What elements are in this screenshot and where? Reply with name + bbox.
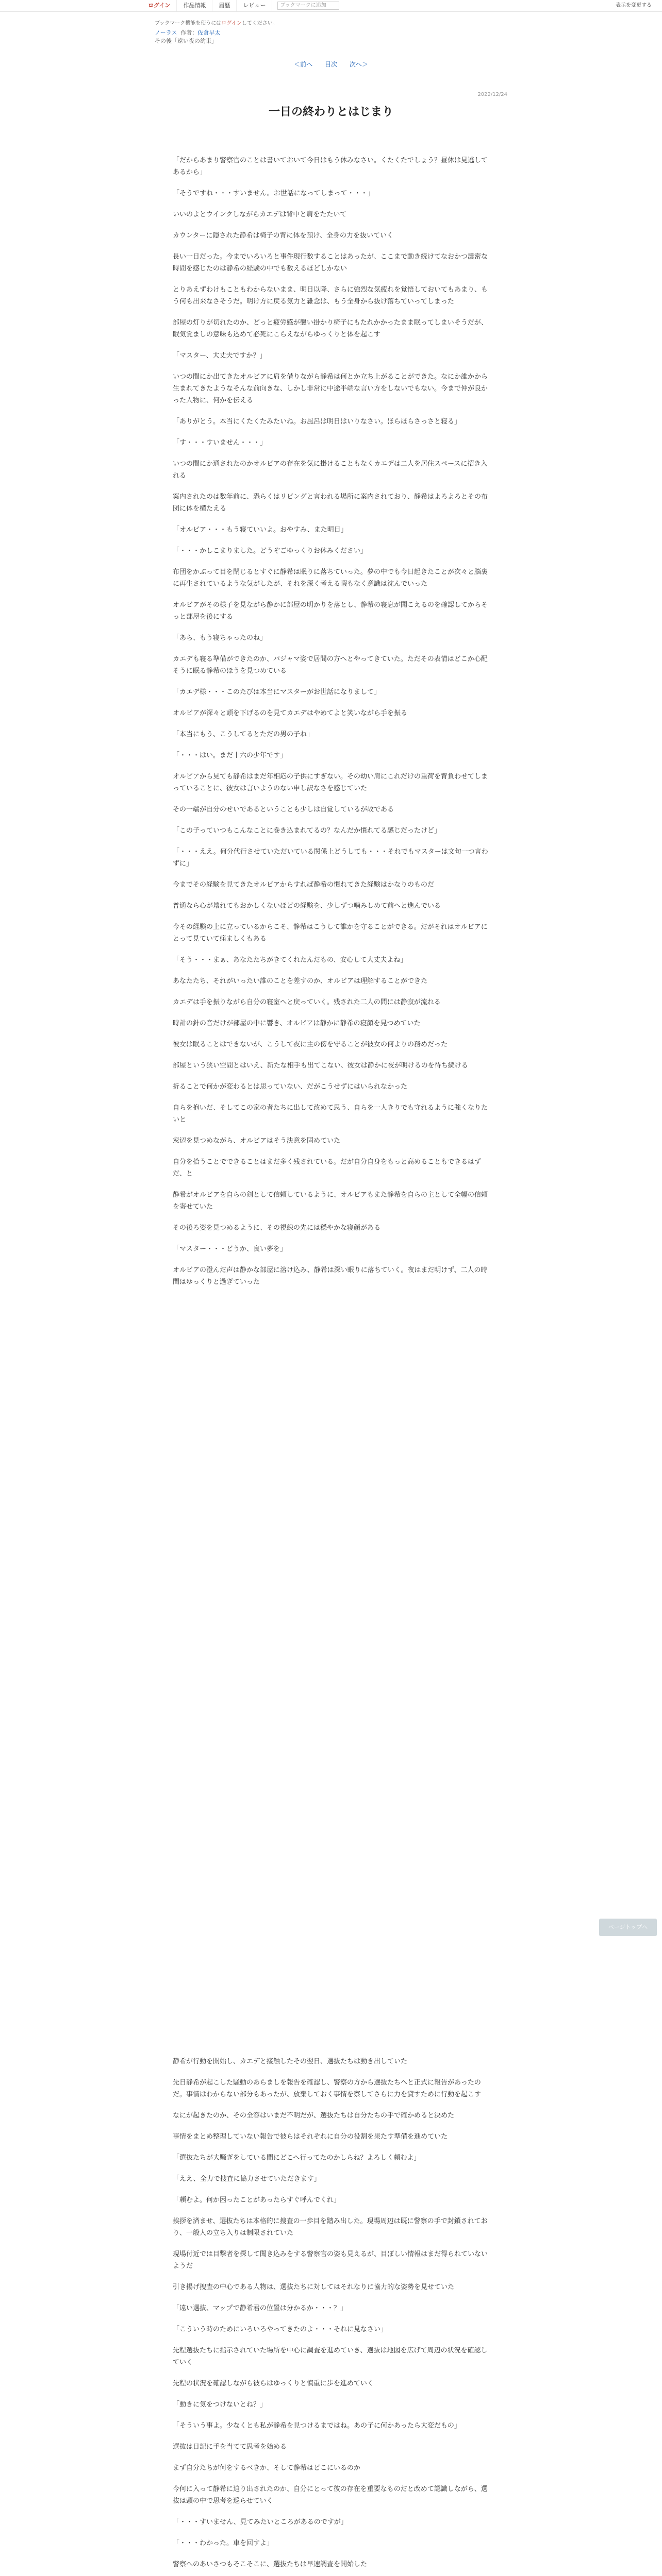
paragraph: カウンターに隠された静希は椅子の背に体を預け、全身の力を抜いていく xyxy=(173,232,393,240)
paragraph: 案内されたのは数年前に、恐らくはリビングと言われる場所に案内されており、静希はよろよろとその布団に体を横たえる xyxy=(173,493,488,513)
paragraph: 「この子っていつもこんなことに巻き込まれてるの？なんだか慣れてる感じだったけど」 xyxy=(173,827,441,835)
paragraph: 「遠い選抜、マップで静希君の位置は分かるか・・・？」 xyxy=(173,2304,347,2312)
prev-page-link[interactable]: ＜前へ xyxy=(294,61,313,68)
paragraph: 「そういう事よ。少なくとも私が静希を見つけるまではね。あの子に何かあったら大変だもの」 xyxy=(173,2422,461,2430)
paragraph: 「オルビア・・・もう寝ていいよ。おやすみ、また明日」 xyxy=(173,526,347,534)
paragraph: その後ろ姿を見つめるように、その視線の先には穏やかな寝顔がある xyxy=(173,1224,381,1232)
paragraph: 彼女は眠ることはできないが、こうして夜に主の傍を守ることが彼女の何よりの務めだった xyxy=(173,1041,448,1048)
paragraph: 「マスター・・・どうか、良い夢を」 xyxy=(173,1245,287,1253)
paragraph: あなたたち、それがいったい誰のことを差すのか、オルビアは理解することができた xyxy=(173,977,428,985)
notice-suffix: してください。 xyxy=(241,21,278,26)
paragraph: 「そうですね・・・すいません。お世話になってしまって・・・」 xyxy=(173,190,374,197)
paragraph: 静希が行動を開始し、カエデと接触したその翌日、選抜たちは動き出していた xyxy=(173,2058,408,2065)
paragraph: 挨拶を済ませ、選抜たちは本格的に捜査の一歩目を踏み出した。現場周辺は既に警察の手で封鎖されており、一般人の立ち入りは制限されていた xyxy=(173,2217,488,2237)
paragraph: 長い一日だった。今までいろいろと事件現行数することはあったが、ここまで動き続けてなおかつ濃密な時間を感じたのは静希の経験の中でも数えるほどしかない xyxy=(173,253,488,273)
paragraph: 「・・・すいません、見てみたいところがあるのですが」 xyxy=(173,2518,347,2526)
paragraph: 今何に入って静希に迫り出されたのか、自分にとって彼の存在を重要なものだと改めて認識しながら、選抜は頭の中で思考を巡らせていく xyxy=(173,2485,488,2505)
paragraph: 「本当にもう、こうしてるとただの男の子ね」 xyxy=(173,731,314,738)
paragraph: 「カエデ様・・・このたびは本当にマスターがお世話になりまして」 xyxy=(173,688,381,696)
paragraph: 現場付近では目撃者を探して聞き込みをする警察官の姿も見えるが、目ぼしい情報はまだ得られていないようだ xyxy=(173,2250,488,2270)
paragraph: いつの間にか通されたのかオルビアの存在を気に掛けることもなくカエデは二人を居住スペースに招き入れる xyxy=(173,460,488,480)
paragraph: なにが起きたのか、その全容はいまだ不明だが、選抜たちは自分たちの手で確かめると決めた xyxy=(173,2112,455,2120)
paragraph: オルビアから見ても静希はまだ年相応の子供にすぎない。その幼い肩にこれだけの重荷を背負わせてしまっていることに、彼女は言いようのない申し訳なさを感じていた xyxy=(173,773,488,792)
paragraph: 「ありがとう。本当にくたくたみたいね。お風呂は明日はいりなさい。ほらほらさっさと寝る」 xyxy=(173,418,461,426)
chapter-body-part-1 xyxy=(173,155,489,1297)
toc-link[interactable]: 目次 xyxy=(324,61,337,68)
series-title-link[interactable]: ノーラス xyxy=(155,29,177,36)
post-date: 2022/12/24 xyxy=(477,92,507,97)
bookmark-notice xyxy=(155,19,507,26)
chapter-title: 一日の終わりとはじまり xyxy=(268,106,393,118)
author-label: 作者： xyxy=(180,29,198,36)
paragraph: 「ええ、全力で捜査に協力させていただきます」 xyxy=(173,2175,321,2183)
paragraph: 今までその経験を見てきたオルビアからすれば静希の慣れてきた経験はかなりのものだ xyxy=(173,881,435,889)
notice-prefix: ブックマーク機能を使うには xyxy=(155,21,222,26)
next-page-link[interactable]: 次へ＞ xyxy=(349,61,368,68)
paragraph: まず自分たちが何をするべきか、そして静希はどこにいるのか xyxy=(173,2464,361,2472)
paragraph: 「す・・・すいません・・・」 xyxy=(173,439,267,447)
paragraph: カエデも寝る準備ができたのか、パジャマ姿で居間の方へとやってきていた。ただその表情はどこか心配そうに眠る静希のほうを見つめている xyxy=(173,655,488,675)
paragraph: 「・・・わかった。車を回すよ」 xyxy=(173,2539,274,2547)
paragraph: 事情をまとめ整理していない報告で彼らはそれぞれに自分の役割を果たす準備を進めていた xyxy=(173,2133,448,2141)
login-link[interactable]: ログイン xyxy=(0,0,177,11)
paragraph: 今その経験の上に立っているからこそ、静希はこうして誰かを守ることができる。だがそれはオルビアにとって見ていて痛ましくもある xyxy=(173,923,488,943)
paragraph: 「だからあまり警察官のことは書いておいて今日はもう休みなさい。くたくたでしょう？昼休は見逃してあるから」 xyxy=(173,157,488,176)
paragraph: 「選抜たちが大騒ぎをしている間にどこへ行ってたのかしらね？よろしく頼むよ」 xyxy=(173,2154,421,2162)
paragraph: 「・・・かしこまりました。どうぞごゆっくりお休みください」 xyxy=(173,547,367,555)
nav-bar xyxy=(0,0,339,11)
paragraph: 自分を拾うことでできることはまだ多く残されている。だが自分自身をもっと高めることもできるはずだ、と xyxy=(173,1158,482,1178)
paragraph: 警察へのあいさつもそこそこに、選抜たちは早速調査を開始した xyxy=(173,2561,368,2568)
paragraph: 部屋という狭い空間とはいえ、新たな相手も出てこない、彼女は静かに夜が明けるのを待ち続ける xyxy=(173,1062,468,1070)
paragraph: 「マスター、大丈夫ですか？」 xyxy=(173,352,267,360)
bookmark-add-button[interactable]: ブックマークに追加 xyxy=(277,2,339,10)
paragraph: 「頼むよ。何か困ったことがあったらすぐ呼んでくれ」 xyxy=(173,2196,340,2204)
paragraph: 静希がオルビアを自らの剣として信頼しているように、オルビアもまた静希を自らの主として全幅の信頼を寄せていた xyxy=(173,1191,488,1211)
paragraph: オルビアの澄んだ声は静かな部屋に溶け込み、静希は深い眠りに落ちていく。夜はまだ明けず、二人の時間はゆっくりと過ぎていった xyxy=(173,1266,488,1286)
paragraph: 普通なら心が壊れてもおかしくないほどの経験を、少しずつ噛みしめて前へと進んでいる xyxy=(173,902,441,910)
notice-login-link[interactable]: ログイン xyxy=(221,21,242,26)
paragraph: 「・・・はい。まだ十六の少年です」 xyxy=(173,752,287,759)
paragraph: 先日静希が起こした騒動のあらましを報告を確認し、警察の方から選抜たちへと正式に報告があったのだ。事情はわからない部分もあったが、放棄しておく事情を察してさらに力を貸すために行動を起こす xyxy=(173,2079,481,2098)
paragraph: 「あら、もう寝ちゃったのね」 xyxy=(173,634,267,642)
paragraph: とりあえずわけもこともわからないまま、明日以降、さらに強烈な気疲れを覚悟しておいてもあまり、もう何も出来なさそうだ。明け方に戻る気力と雑念は、もう全身から抜け落ちていってしまった xyxy=(173,286,488,306)
paragraph: 布団をかぶって目を閉じるとすぐに静希は眠りに落ちていった。夢の中でも今日起きたことが次々と脳裏に再生されているような気がしたが、それを深く考える暇もなく意識は沈んでいった xyxy=(173,568,488,588)
breadcrumb xyxy=(155,29,507,45)
paragraph: オルビアが深々と頭を下げるのを見てカエデはやめてよと笑いながら手を振る xyxy=(173,709,408,717)
paragraph: 先程選抜たちに指示されていた場所を中心に調査を進めていき、選抜は地図を広げて周辺の状況を確認していく xyxy=(173,2347,488,2366)
paragraph: 「そう・・・まぁ、あなたたちがきてくれたんだもの、安心して大丈夫よね」 xyxy=(173,956,407,964)
page-top-button[interactable]: ページトップへ xyxy=(599,1919,657,1936)
nav-item-work-info[interactable]: 作品情報 xyxy=(177,0,212,11)
paragraph: いいのよとウインクしながらカエデは背中と肩をたたいて xyxy=(173,211,347,218)
paragraph: 引き揚げ捜査の中心である人物は、選抜たちに対してはそれなりに協力的な姿勢を見せていた xyxy=(173,2283,455,2291)
chapter-group: その後「遠い夜の約束」 xyxy=(155,38,217,44)
paragraph: カエデは手を振りながら自分の寝室へと戻っていく。残された二人の間には静寂が流れる xyxy=(173,998,441,1006)
chapter-body-part-2 xyxy=(173,2056,489,2576)
nav-item-history[interactable]: 履歴 xyxy=(212,0,237,11)
paragraph: いつの間にか出てきたオルビアに肩を借りながら静希は何とか立ち上がることができた。なにか誰かから生まれてきたようなそんな前向きな、しかし非常に中途半端な言い方をしないでもない。今まで仲が良かった人物に、何かを伝える xyxy=(173,373,488,404)
paragraph: 先程の状況を確認しながら彼らはゆっくりと慎重に歩を進めていく xyxy=(173,2380,374,2387)
paragraph: 「・・・ええ。何分代行させていただいている関係上どうしても・・・それでもマスターは文句一つ言わずに」 xyxy=(173,848,488,868)
paragraph: その一端が自分のせいであるということも少しは自覚しているが故である xyxy=(173,806,394,814)
paragraph: 「こういう時のためにいろいろやってきたのよ・・・それに見なさい」 xyxy=(173,2326,388,2333)
display-settings-link[interactable]: 表示を変更する xyxy=(616,3,652,8)
top-navigation xyxy=(0,0,662,12)
author-link[interactable]: 佐倉早太 xyxy=(197,29,221,36)
paragraph: 自らを抱いだ、そしてこの家の者たちに出して改めて思う、自らを一人きりでも守れるように強くなりたいと xyxy=(173,1104,488,1124)
paragraph: 窓辺を見つめながら、オルビアはそう決意を固めていた xyxy=(173,1137,341,1145)
paragraph: 部屋の灯りが切れたのか、どっと疲労感が襲い掛かり椅子にもたれかかったまま眠ってしまいそうだが、眠気覚ましの意味も込めて必死にこらえながらゆっくりと体を起こす xyxy=(173,319,488,338)
paragraph: 時計の針の音だけが部屋の中に響き、オルビアは静かに静希の寝顔を見つめていた xyxy=(173,1020,421,1027)
pager-top xyxy=(0,60,662,69)
paragraph: 選抜は日記に手を当てて思考を始める xyxy=(173,2443,287,2451)
nav-item-review[interactable]: レビュー xyxy=(237,0,272,11)
paragraph: オルビアがその様子を見ながら静かに部屋の明かりを落とし、静希の寝息が聞こえるのを確認してからそっと部屋を後にする xyxy=(173,601,488,621)
paragraph: 折ることで何かが変わるとは思っていない、だがこうせずにはいられなかった xyxy=(173,1083,408,1091)
paragraph: 「動きに気をつけないとね？」 xyxy=(173,2401,267,2409)
